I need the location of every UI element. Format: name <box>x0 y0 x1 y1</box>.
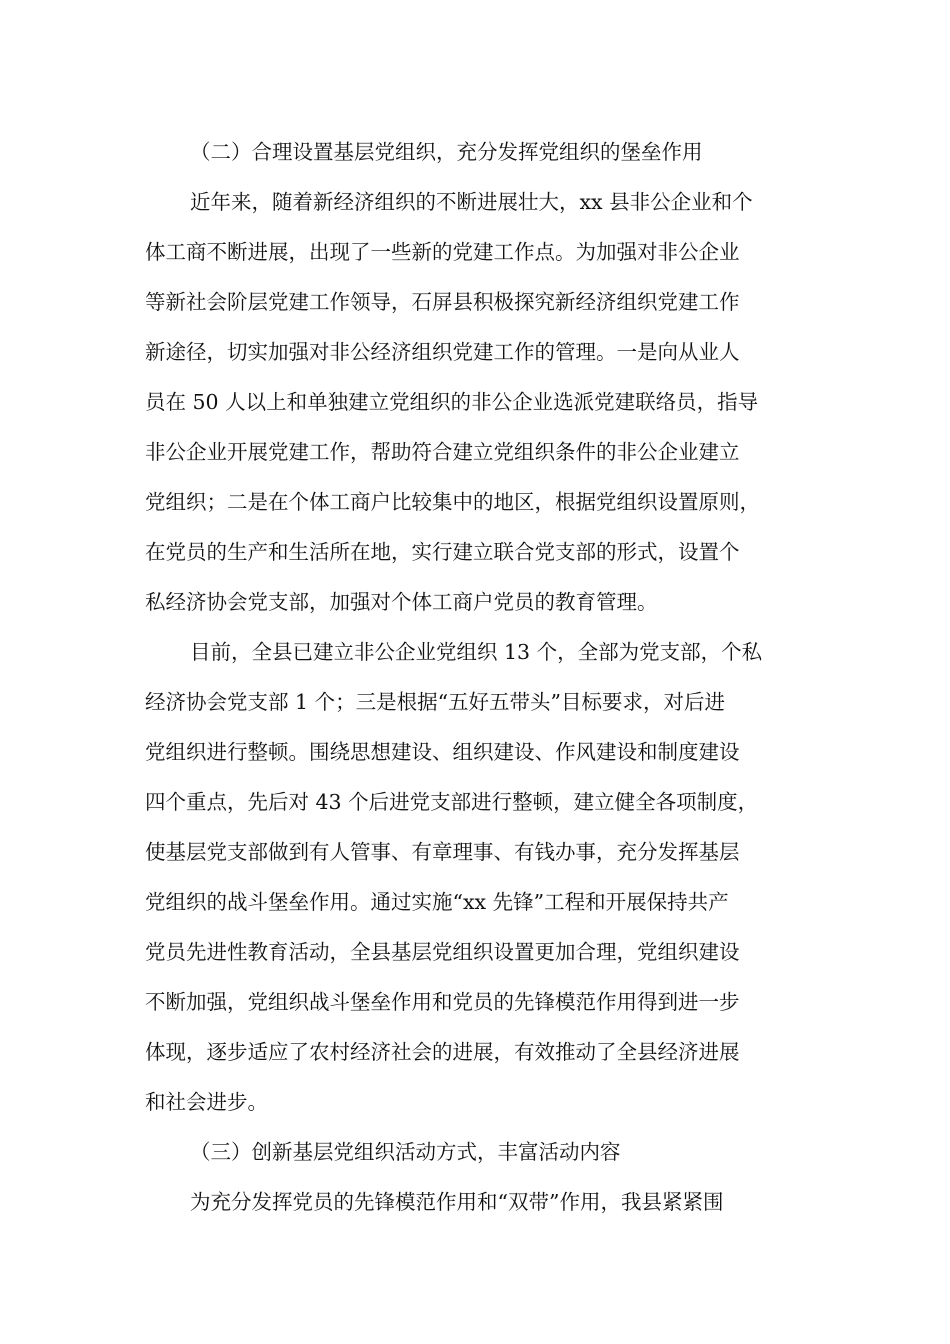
paragraph-line: 不断加强，党组织战斗堡垒作用和党员的先锋模范作用得到进一步 <box>145 990 740 1014</box>
paragraph-line: 四个重点，先后对 43 个后进党支部进行整顿，建立健全各项制度， <box>145 790 759 814</box>
paragraph-line: 近年来，随着新经济组织的不断进展壮大，xx 县非公企业和个 <box>190 190 753 214</box>
section-heading-2: （二）合理设置基层党组织，充分发挥党组织的堡垒作用 <box>190 140 703 164</box>
paragraph-line: 新途径，切实加强对非公经济组织党建工作的管理。一是向从业人 <box>145 340 740 364</box>
paragraph-line: 为充分发挥党员的先锋模范作用和“双带”作用，我县紧紧围 <box>190 1190 724 1214</box>
paragraph-line: 党组织；二是在个体工商户比较集中的地区，根据党组织设置原则， <box>145 490 760 514</box>
paragraph-line: 党员先进性教育活动，全县基层党组织设置更加合理，党组织建设 <box>145 940 740 964</box>
paragraph-line: 党组织进行整顿。围绕思想建设、组织建设、作风建设和制度建设 <box>145 740 740 764</box>
paragraph-line: 体工商不断进展，出现了一些新的党建工作点。为加强对非公企业 <box>145 240 740 264</box>
paragraph-line: 等新社会阶层党建工作领导，石屏县积极探究新经济组织党建工作 <box>145 290 740 314</box>
paragraph-line: 党组织的战斗堡垒作用。通过实施“xx 先锋”工程和开展保持共产 <box>145 890 729 914</box>
paragraph-line: 在党员的生产和生活所在地，实行建立联合党支部的形式，设置个 <box>145 540 740 564</box>
paragraph-line: 非公企业开展党建工作，帮助符合建立党组织条件的非公企业建立 <box>145 440 740 464</box>
paragraph-line: 私经济协会党支部，加强对个体工商户党员的教育管理。 <box>145 590 658 614</box>
paragraph-line: 目前，全县已建立非公企业党组织 13 个，全部为党支部，个私 <box>190 640 763 664</box>
paragraph-line: 体现，逐步适应了农村经济社会的进展，有效推动了全县经济进展 <box>145 1040 740 1064</box>
section-heading-3: （三）创新基层党组织活动方式，丰富活动内容 <box>190 1140 621 1164</box>
paragraph-line: 经济协会党支部 1 个；三是根据“五好五带头”目标要求，对后进 <box>145 690 726 714</box>
paragraph-line: 和社会进步。 <box>145 1090 268 1114</box>
paragraph-line: 员在 50 人以上和单独建立党组织的非公企业选派党建联络员，指导 <box>145 390 759 414</box>
paragraph-line: 使基层党支部做到有人管事、有章理事、有钱办事，充分发挥基层 <box>145 840 740 864</box>
